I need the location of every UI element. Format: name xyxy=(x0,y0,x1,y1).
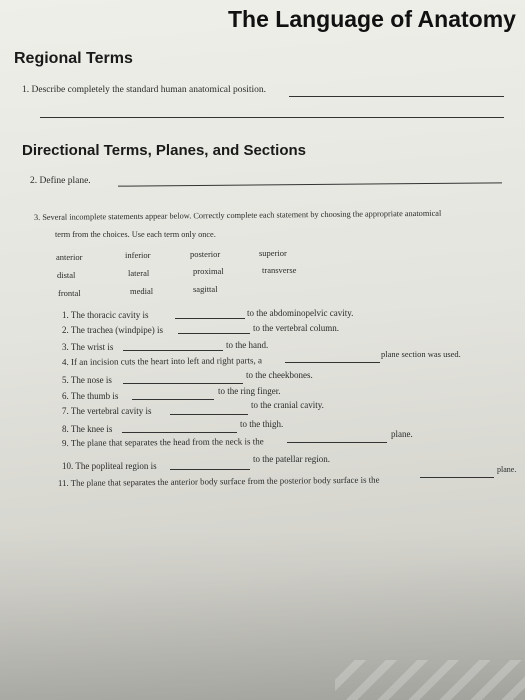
list-item-post: plane. xyxy=(391,429,413,439)
answer-line-q2[interactable] xyxy=(118,182,502,186)
list-item-post: to the ring finger. xyxy=(218,386,281,396)
term-choice: lateral xyxy=(128,268,150,278)
answer-blank[interactable] xyxy=(123,350,223,351)
term-choice: posterior xyxy=(190,249,221,259)
answer-blank[interactable] xyxy=(132,399,214,400)
answer-blank[interactable] xyxy=(122,432,237,433)
list-item-post: to the cranial cavity. xyxy=(251,400,324,410)
question-3-line-2: term from the choices. Use each term only once. xyxy=(55,230,216,239)
answer-blank[interactable] xyxy=(123,383,243,384)
question-2: 2. Define plane. xyxy=(30,176,91,186)
list-item-pre: 6. The thumb is xyxy=(62,391,119,401)
list-item-post: to the vertebral column. xyxy=(253,323,339,333)
term-choice: transverse xyxy=(262,265,297,275)
term-choice: medial xyxy=(130,286,154,296)
list-item-post: to the hand. xyxy=(226,340,269,350)
list-item-pre: 8. The knee is xyxy=(62,424,113,434)
list-item-post: plane. xyxy=(497,465,517,474)
list-item-post: to the patellar region. xyxy=(253,454,330,464)
term-choice: anterior xyxy=(56,252,83,262)
question-1: 1. Describe completely the standard human anatomical position. xyxy=(22,85,267,95)
list-item-pre: 5. The nose is xyxy=(62,375,112,385)
term-choice: proximal xyxy=(193,266,224,276)
list-item-pre: 11. The plane that separates the anterior body surface from the posterior body surface is the xyxy=(57,474,380,488)
answer-blank[interactable] xyxy=(420,477,494,478)
list-item-pre: 9. The plane that separates the head from the neck is the xyxy=(61,436,264,448)
answer-blank[interactable] xyxy=(285,362,380,363)
answer-line-q1-a[interactable] xyxy=(289,96,504,97)
answer-blank[interactable] xyxy=(178,333,250,334)
background-fabric xyxy=(335,660,525,700)
list-item-post: plane section was used. xyxy=(381,349,461,359)
list-item-pre: 1. The thoracic cavity is xyxy=(62,310,149,320)
term-choice: inferior xyxy=(125,250,151,260)
answer-blank[interactable] xyxy=(170,414,248,415)
list-item-pre: 10. The popliteal region is xyxy=(62,461,157,471)
list-item-pre: 2. The trachea (windpipe) is xyxy=(62,325,164,335)
term-choice: distal xyxy=(57,270,76,280)
list-item-post: to the cheekbones. xyxy=(246,370,313,380)
answer-line-q1-b[interactable] xyxy=(40,117,504,118)
list-item-pre: 3. The wrist is xyxy=(62,342,114,352)
term-choice: frontal xyxy=(58,288,81,298)
list-item-post: to the abdominopelvic cavity. xyxy=(247,308,354,318)
term-choice: sagittal xyxy=(193,284,218,294)
question-3-line-1: 3. Several incomplete statements appear below. Correctly complete each statement by choosing the appropriate anatomical xyxy=(33,208,442,222)
section-heading-regional: Regional Terms xyxy=(14,50,133,67)
list-item-pre: 7. The vertebral cavity is xyxy=(62,406,152,416)
answer-blank[interactable] xyxy=(170,469,250,470)
list-item-post: to the thigh. xyxy=(240,419,284,429)
term-choice: superior xyxy=(259,248,287,258)
answer-blank[interactable] xyxy=(287,442,387,443)
answer-blank[interactable] xyxy=(175,318,245,319)
list-item-pre: 4. If an incision cuts the heart into left and right parts, a xyxy=(61,355,262,367)
section-heading-directional: Directional Terms, Planes, and Sections xyxy=(22,142,306,159)
page-title: The Language of Anatomy xyxy=(228,6,516,32)
